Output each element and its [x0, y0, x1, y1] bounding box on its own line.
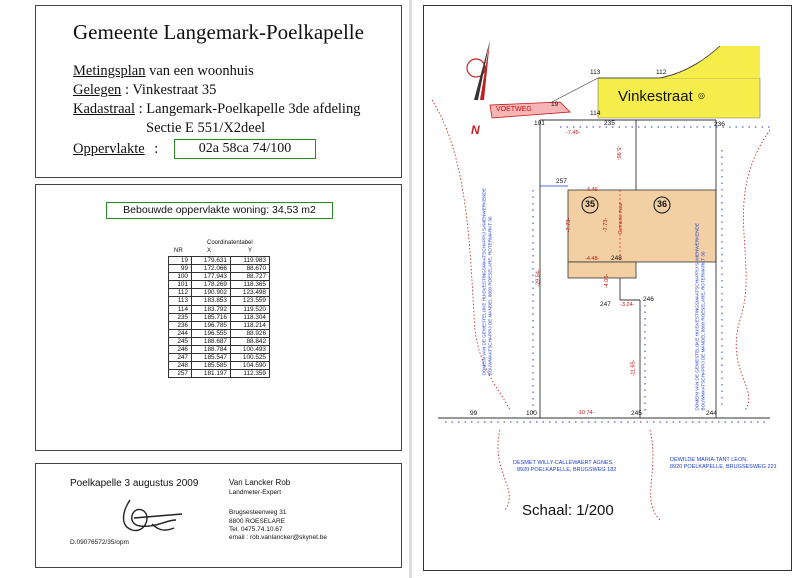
municipality-title: Gemeente Langemark-Poelkapelle: [73, 20, 364, 44]
coord-header-nr: NR: [174, 248, 183, 254]
dim-324: -3.24-: [620, 302, 635, 308]
coord-x: 183.792: [192, 305, 231, 313]
point-257: 257: [556, 178, 567, 185]
owner-left: DOMEIN VAN DE GEWESTELIJKE HUISVESTINGSMAATSCHAPPIJ SAMENWERKENDE BOUWMAATSCHAPPIJ DE MANDEL 8800 ROESELARE, ROTERMARKT 30: [481, 188, 492, 376]
coord-x: 172.066: [192, 265, 231, 273]
outline-right: [736, 130, 770, 410]
point-247: 247: [600, 301, 611, 308]
point-235: 235: [604, 120, 615, 127]
coord-y: 119.520: [231, 305, 270, 313]
point-244: 244: [706, 410, 717, 417]
coord-nr: 114: [169, 305, 192, 313]
point-236: 236: [714, 121, 725, 128]
coord-x: 196.555: [192, 329, 231, 337]
point-99: 99: [470, 410, 478, 417]
house-number-36: 36: [657, 199, 668, 209]
coord-nr: 112: [169, 289, 192, 297]
footpath-label: VOETWEG: [496, 106, 532, 113]
coord-nr: 235: [169, 313, 192, 321]
coord-nr: 236: [169, 321, 192, 329]
coord-x: 179.631: [192, 257, 231, 265]
point-246: 246: [643, 296, 654, 303]
dim-596: -5.96-: [615, 145, 622, 161]
coord-nr: 101: [169, 281, 192, 289]
common-wall-note: Gemene muur: [617, 202, 624, 234]
location-label: Gelegen: [73, 82, 122, 98]
house-number-35: 35: [585, 199, 596, 209]
coord-x: 185.716: [192, 313, 231, 321]
dim-773b: -7.73-: [603, 217, 610, 233]
neighbor-right-address: 8920 POELKAPELLE, BRUGSESWEG 221: [670, 464, 777, 470]
coord-y: 118.365: [231, 281, 270, 289]
coord-x: 177.943: [192, 273, 231, 281]
dim-448: -4.48-: [585, 256, 600, 262]
coord-nr: 248: [169, 362, 192, 370]
coord-y: 112.359: [231, 370, 270, 378]
coord-x: 188.784: [192, 346, 231, 354]
coord-nr: 257: [169, 370, 192, 378]
outline-left: [432, 100, 510, 410]
outline-bottom-left: [498, 430, 509, 510]
coord-y: 123.559: [231, 297, 270, 305]
outline-bottom-right: [650, 430, 660, 520]
point-101: 101: [534, 120, 545, 127]
address-city: 8800 ROESELARE: [229, 518, 286, 525]
coord-y: 100.525: [231, 354, 270, 362]
area-value-box: 02a 58ca 74/100: [174, 139, 316, 159]
north-label: N: [471, 123, 480, 137]
coord-x: 178.269: [192, 281, 231, 289]
north-arrow: [467, 40, 490, 100]
coord-x: 190.902: [192, 289, 231, 297]
area-label: Oppervlakte: [73, 141, 145, 157]
cadastre-value: : Langemark-Poelkapelle 3de afdeling: [138, 101, 361, 117]
cadastre-section: Sectie E 551/X2deel: [146, 120, 266, 136]
coord-y: 123.498: [231, 289, 270, 297]
coord-x: 188.687: [192, 337, 231, 345]
street-curve: [598, 46, 760, 78]
street-symbol-icon: ◎: [698, 91, 705, 100]
place-date: Poelkapelle 3 augustus 2009: [70, 478, 199, 489]
owner-right: DOMEIN VAN DE GEWESTELIJKE HUISVESTINGSMAATSCHAPPIJ SAMENWERKENDE BOUWMAATSCHAPPIJ DE MANDEL 8800 ROESELARE, ROTERMARKT 30: [694, 223, 705, 411]
coord-nr: 246: [169, 346, 192, 354]
coord-y: 88.670: [231, 265, 270, 273]
coord-header-x: X: [207, 248, 212, 254]
coord-table-title: Coordinatentabel: [207, 240, 253, 246]
coord-nr: 19: [169, 257, 192, 265]
neighbor-left-address: 8920 POELKAPELLE, BRUGSWEG 182: [517, 467, 617, 473]
dim-406: -4.06-: [604, 273, 611, 289]
email: email : rob.vanlancker@skynet.be: [229, 534, 328, 541]
point-113: 113: [590, 69, 601, 76]
point-19: 19: [551, 101, 559, 108]
telephone: Tel. 0475.74.10.67: [229, 526, 283, 533]
surveyor-name: Van Lancker Rob: [229, 478, 291, 487]
house-annex: [568, 262, 636, 278]
coord-x: 181.197: [192, 370, 231, 378]
point-100: 100: [526, 410, 537, 417]
area-colon: :: [154, 141, 159, 157]
neighbor-left-name: DESMET WILLY-CALLEWAERT AGNES,: [513, 460, 614, 466]
dim-1074: -10.74-: [577, 410, 595, 416]
coord-y: 104.590: [231, 362, 270, 370]
neighbor-right-name: DEWILDE MARIA-TANT LEON,: [670, 457, 748, 463]
coord-y: 118.214: [231, 321, 270, 329]
dim-2954: -29.54-: [535, 269, 542, 287]
coord-y: 88.727: [231, 273, 270, 281]
coord-x: 183.853: [192, 297, 231, 305]
coord-nr: 113: [169, 297, 192, 305]
street-name: Vinkestraat: [618, 88, 693, 105]
coord-nr: 247: [169, 354, 192, 362]
plan-label: Metingsplan: [73, 63, 146, 79]
coord-y: 88.926: [231, 329, 270, 337]
coord-y: 88.842: [231, 337, 270, 345]
coord-x: 185.585: [192, 362, 231, 370]
plan-value: van een woonhuis: [145, 63, 254, 79]
coord-y: 118.304: [231, 313, 270, 321]
coord-nr: 245: [169, 337, 192, 345]
point-245: 245: [631, 410, 642, 417]
coord-header-y: Y: [248, 248, 253, 254]
point-112: 112: [656, 69, 667, 76]
dim-446: -4.46-: [585, 187, 600, 193]
cadastre-label: Kadastraal: [73, 101, 135, 117]
coord-x: 196.785: [192, 321, 231, 329]
dim-1165: -11.65-: [630, 359, 637, 377]
coord-y: 119.983: [231, 257, 270, 265]
coord-nr: 244: [169, 329, 192, 337]
dim-773a: -7.73-: [566, 217, 573, 233]
scale-label: Schaal: 1/200: [522, 502, 614, 519]
coord-y: 100.493: [231, 346, 270, 354]
surveyor-title: Landmeter-Expert: [229, 489, 282, 496]
dim-745: -7.45-: [566, 130, 581, 136]
point-114: 114: [590, 110, 601, 117]
point-248: 248: [611, 255, 622, 262]
built-area-box: Bebouwde oppervlakte woning: 34,53 m2: [106, 202, 333, 219]
coord-nr: 99: [169, 265, 192, 273]
boundary-line-19: [550, 78, 598, 103]
location-value: : Vinkestraat 35: [124, 82, 217, 98]
coord-nr: 100: [169, 273, 192, 281]
reference-code: D.09076572/35/opm: [70, 539, 129, 546]
coord-x: 185.547: [192, 354, 231, 362]
address-street: Brugsesteenweg 31: [229, 509, 287, 516]
